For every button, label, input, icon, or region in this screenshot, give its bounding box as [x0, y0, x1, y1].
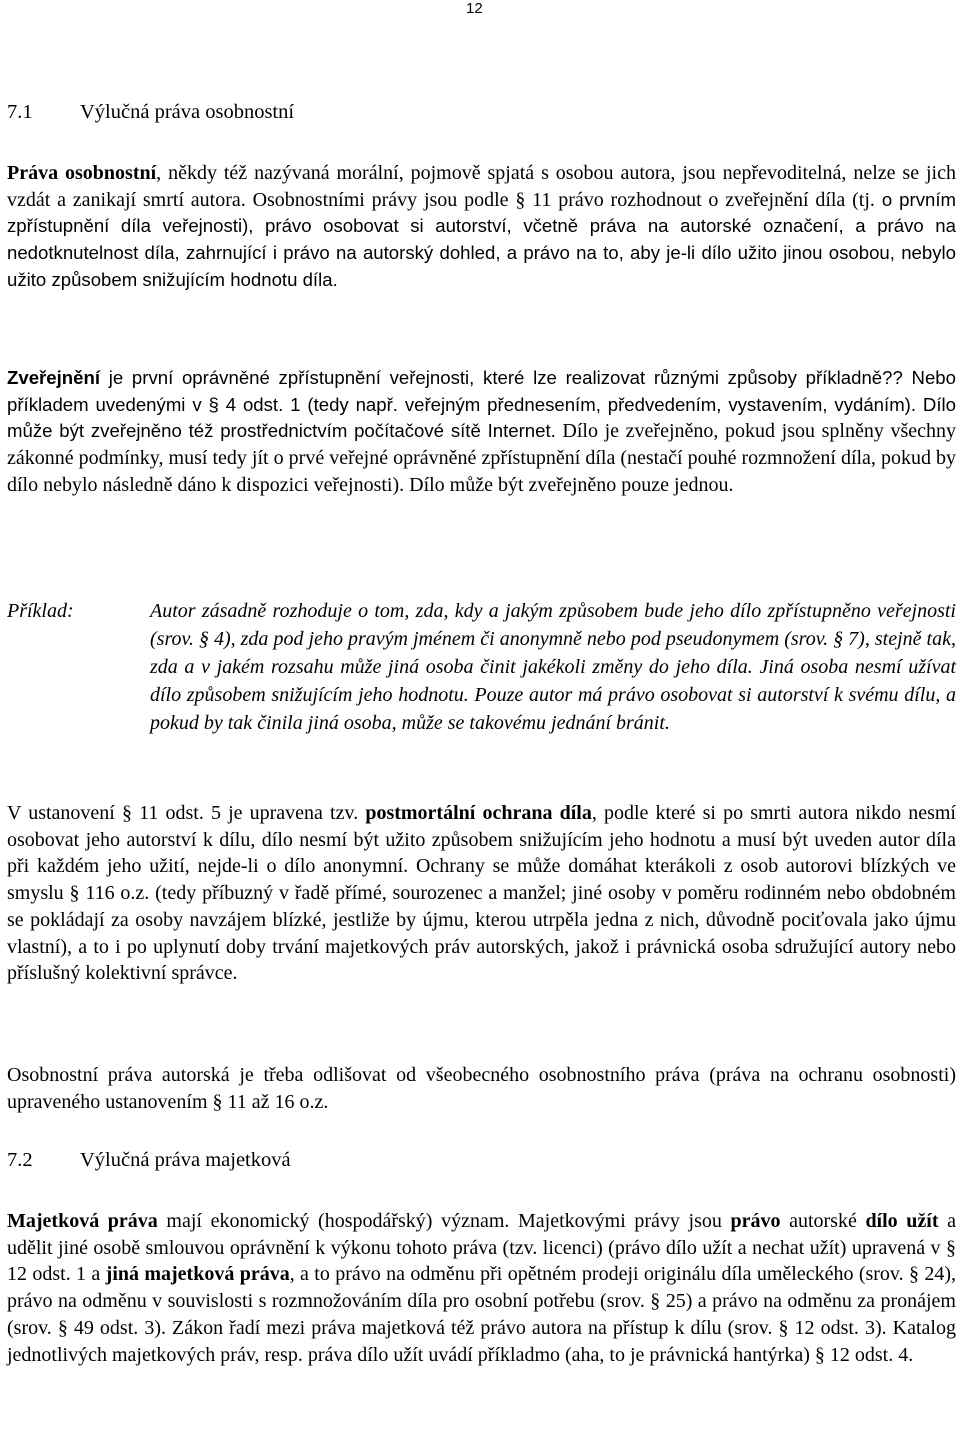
paragraph-property-rights	[7, 1208, 956, 1368]
paragraph-text: mají ekonomický (hospodářský) význam. Majetkovými právy jsou	[157, 1210, 731, 1232]
bold-term: jiná majetková práva	[105, 1263, 290, 1286]
bold-term: Práva osobnostní	[7, 162, 157, 184]
paragraph-text: , někdy též nazývaná morální, pojmově spjatá s osobou autora, jsou nepřevoditelná, nelze se jich vzdát a zanikají smrtí autora. Osobnostními právy jsou podle § 11 právo rozhodnout o zveřejnění díla (tj.	[7, 162, 956, 211]
paragraph-text: je první oprávněné zpřístupnění veřejnosti, které lze realizovat různými způsoby příkladně?? Nebo příkladem uvedenými v § 4 odst. 1 (tedy např. veřejným přednesením, předvedením, vystavením, vydáním). Dílo může být zveřejněno též prostřednictvím počítačové sítě Internet.	[7, 367, 956, 442]
bold-term: právo	[730, 1210, 781, 1232]
section-number: 7.2	[7, 1149, 33, 1171]
example-text: Autor zásadně rozhoduje o tom, zda, kdy a jakým způsobem bude jeho dílo zpřístupněno veřejnosti (srov. § 4), zda pod jeho pravým jménem či anonymně nebo pod pseudonymem (srov. § 7), stejně tak, zda a v jakém rozsahu může jiná osoba činit jakékoli změny do jeho díla. Jiná osoba nesmí užívat dílo způsobem snižujícím jeho hodnotu. Pouze autor má právo osobovat si autorství k svému dílu, a pokud by tak činila jiná osoba, může se takovému jednání bránit.	[150, 600, 956, 734]
section-heading-7-2	[7, 1149, 291, 1172]
bold-term: dílo užít	[865, 1210, 939, 1232]
section-number: 7.1	[7, 101, 33, 123]
example-label: Příklad:	[7, 600, 74, 622]
paragraph-publication	[7, 365, 956, 499]
paragraph-general-personality-right	[7, 1062, 956, 1115]
bold-term: postmortální ochrana díla	[365, 802, 592, 824]
bold-term: Zveřejnění	[7, 367, 101, 388]
paragraph-text: Dílo je zveřejněno, pokud jsou splněny všechny zákonné podmínky, musí tedy jít o prvé veřejné oprávněné zpřístupnění díla (nestačí pouhé rozmnožení díla, pokud by dílo nebylo následně dáno k dispozici veřejnosti). Dílo může být zveřejněno pouze jednou.	[7, 420, 956, 496]
section-heading-7-1	[7, 101, 294, 124]
paragraph-text: o prvním zpřístupnění díla veřejnosti), právo osobovat si autorství, včetně práva na autorské označení, a právo na nedotknutelnost díla, zahrnující i právo na autorský dohled, a právo na to, aby je-li dílo užito jinou osobou, nebylo užito způsobem snižujícím hodnotu díla.	[7, 188, 956, 290]
section-title: Výlučná práva majetková	[80, 1149, 291, 1171]
paragraph-text: , a to právo na odměnu při opětném prodeji originálu díla uměleckého (srov. § 24), právo na odměnu v souvislosti s rozmnožováním díla pro osobní potřebu (srov. § 25) a právo na odměnu za pronájem (srov. § 49 odst. 3). Zákon řadí mezi práva majetková též právo autora na přístup k dílu (srov. § 12 odst. 3). Katalog jednotlivých majetkových práv, resp. práva dílo užít uvádí příkladmo (aha, to je právnická hantýrka) § 12 odst. 4.	[7, 1263, 957, 1366]
paragraph-text: Osobnostní práva autorská je třeba odlišovat od všeobecného osobnostního práva (práva na ochranu osobnosti) upraveného ustanovením § 11 až 16 o.z.	[7, 1064, 956, 1113]
paragraph-text: V ustanovení § 11 odst. 5 je upravena tzv.	[7, 802, 366, 824]
paragraph-personal-rights	[7, 160, 956, 294]
paragraph-postmortal-protection	[7, 800, 956, 987]
bold-term: Majetková práva	[7, 1210, 158, 1232]
paragraph-text: autorské	[780, 1210, 866, 1232]
section-title: Výlučná práva osobnostní	[80, 101, 295, 123]
paragraph-text: a udělit jiné osobě smlouvou oprávnění k výkonu tohoto práva (tzv. licenci) (právo dílo užít a nechat užít) upravená v § 12 odst. 1 a	[7, 1210, 956, 1286]
page-number: 12	[466, 0, 483, 17]
paragraph-text: , podle které si po smrti autora nikdo nesmí osobovat jeho autorství k dílu, dílo nesmí být užito způsobem snižujícím jeho hodnotu a musí být uveden autor díla při každém jeho užití, nejde-li o dílo anonymní. Ochrany se může domáhat kterákoli z osob autorovi blízkých ve smyslu § 116 o.z. (tedy příbuzný v řadě přímé, sourozenec a manžel; jiné osoby v poměru rodinném nebo obdobném se pokládají za osoby navzájem blízké, jestliže by újmu, kterou utrpěla jedna z nich, důvodně pociťovala jako újmu vlastní), a to i po uplynutí doby trvání majetkových práv autorských, jakož i právnická osoba sdružující autory nebo příslušný kolektivní správce.	[7, 802, 956, 985]
